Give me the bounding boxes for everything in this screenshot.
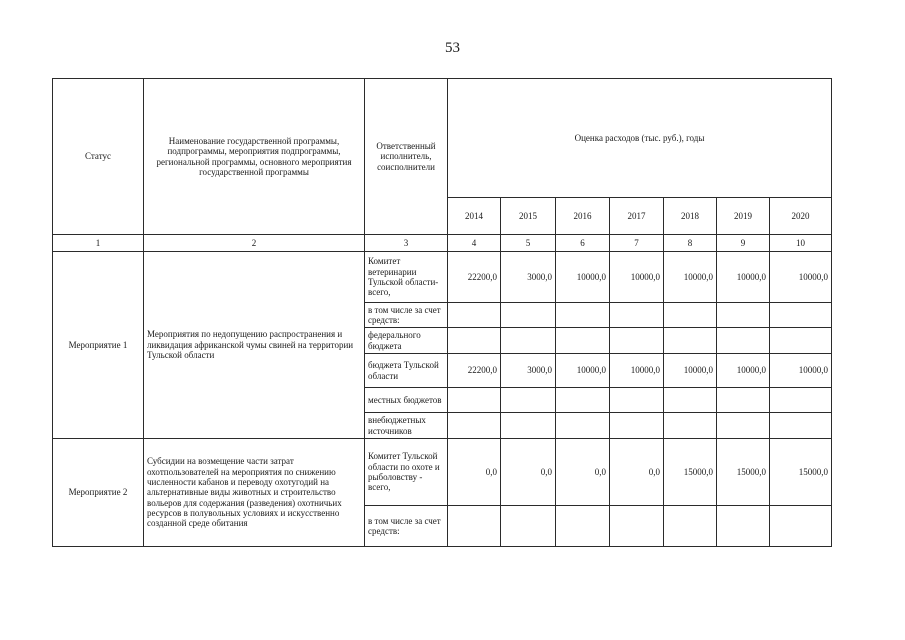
cost-value: 15000,0 — [664, 439, 717, 506]
cost-value — [770, 506, 832, 547]
cost-value — [770, 413, 832, 439]
column-number: 10 — [770, 235, 832, 252]
cost-value: 10000,0 — [717, 252, 770, 303]
cost-value — [501, 388, 556, 413]
cost-value — [610, 328, 664, 354]
column-number: 4 — [448, 235, 501, 252]
column-number: 1 — [53, 235, 144, 252]
column-number: 7 — [610, 235, 664, 252]
cost-value — [664, 328, 717, 354]
cost-value — [501, 506, 556, 547]
cost-value — [664, 413, 717, 439]
column-number: 6 — [556, 235, 610, 252]
cost-value: 10000,0 — [664, 252, 717, 303]
funding-source: внебюджетных источников — [365, 413, 448, 439]
cost-value: 0,0 — [448, 439, 501, 506]
cost-value — [664, 303, 717, 328]
year-header: 2015 — [501, 198, 556, 235]
year-header: 2016 — [556, 198, 610, 235]
cost-value — [717, 388, 770, 413]
cost-value — [501, 413, 556, 439]
cost-value: 10000,0 — [610, 354, 664, 388]
measure-2-name: Субсидии на возмещение части затрат охотпользователей на мероприятия по снижению численности кабанов и переводу охотугодий на альтернативные виды животных и строительство вольеров для содержания (разведения) охотничьих ресурсов в полувольных условиях и искусственно созданной среде обитания — [144, 439, 365, 547]
measure-2-status: Мероприятие 2 — [53, 439, 144, 547]
cost-value: 10000,0 — [770, 354, 832, 388]
cost-value: 10000,0 — [610, 252, 664, 303]
funding-source: бюджета Тульской области — [365, 354, 448, 388]
funding-source: Комитет Тульской области по охоте и рыболовству - всего, — [365, 439, 448, 506]
cost-value — [556, 388, 610, 413]
cost-value — [448, 388, 501, 413]
cost-value: 0,0 — [556, 439, 610, 506]
year-header: 2017 — [610, 198, 664, 235]
cost-value: 0,0 — [610, 439, 664, 506]
cost-value — [556, 328, 610, 354]
cost-value: 10000,0 — [770, 252, 832, 303]
column-number-row — [53, 235, 832, 252]
column-number: 9 — [717, 235, 770, 252]
cost-value: 10000,0 — [664, 354, 717, 388]
cost-value: 10000,0 — [556, 252, 610, 303]
cost-value — [610, 388, 664, 413]
cost-value — [610, 506, 664, 547]
cost-value — [448, 413, 501, 439]
cost-value — [448, 328, 501, 354]
cost-value — [610, 303, 664, 328]
cost-value: 10000,0 — [717, 354, 770, 388]
cost-value — [501, 303, 556, 328]
cost-value — [664, 506, 717, 547]
cost-value — [770, 328, 832, 354]
cost-value — [556, 303, 610, 328]
column-number: 8 — [664, 235, 717, 252]
header-row-1 — [53, 79, 832, 198]
cost-value: 15000,0 — [770, 439, 832, 506]
header-status: Статус — [53, 79, 144, 235]
cost-value — [501, 328, 556, 354]
funding-source: в том числе за счет средств: — [365, 303, 448, 328]
cost-value: 3000,0 — [501, 354, 556, 388]
measure-1-status: Мероприятие 1 — [53, 252, 144, 439]
cost-value — [717, 303, 770, 328]
cost-value — [556, 506, 610, 547]
cost-value — [610, 413, 664, 439]
cost-value — [556, 413, 610, 439]
table-row — [53, 439, 832, 506]
cost-value: 0,0 — [501, 439, 556, 506]
cost-value — [717, 328, 770, 354]
column-number: 5 — [501, 235, 556, 252]
year-header: 2014 — [448, 198, 501, 235]
year-header: 2019 — [717, 198, 770, 235]
cost-value — [448, 506, 501, 547]
cost-value — [664, 388, 717, 413]
cost-value — [448, 303, 501, 328]
year-header: 2020 — [770, 198, 832, 235]
cost-value — [770, 303, 832, 328]
year-header: 2018 — [664, 198, 717, 235]
measure-1-name: Мероприятия по недопущению распространения и ликвидация африканской чумы свиней на территории Тульской области — [144, 252, 365, 439]
cost-value — [770, 388, 832, 413]
header-executor: Ответственный исполнитель, соисполнители — [365, 79, 448, 235]
cost-value: 15000,0 — [717, 439, 770, 506]
cost-value — [717, 506, 770, 547]
cost-value — [717, 413, 770, 439]
header-name: Наименование государственной программы, подпрограммы, мероприятия подпрограммы, региональной программы, основного мероприятия государственной программы — [144, 79, 365, 235]
header-costs: Оценка расходов (тыс. руб.), годы — [448, 79, 832, 198]
funding-source: федерального бюджета — [365, 328, 448, 354]
budget-table — [52, 78, 832, 547]
column-number: 3 — [365, 235, 448, 252]
cost-value: 10000,0 — [556, 354, 610, 388]
funding-source: Комитет ветеринарии Тульской области- всего, — [365, 252, 448, 303]
cost-value: 22200,0 — [448, 252, 501, 303]
funding-source: местных бюджетов — [365, 388, 448, 413]
cost-value: 3000,0 — [501, 252, 556, 303]
funding-source: в том числе за счет средств: — [365, 506, 448, 547]
cost-value: 22200,0 — [448, 354, 501, 388]
table-row — [53, 252, 832, 303]
page-number: 53 — [445, 40, 460, 56]
column-number: 2 — [144, 235, 365, 252]
